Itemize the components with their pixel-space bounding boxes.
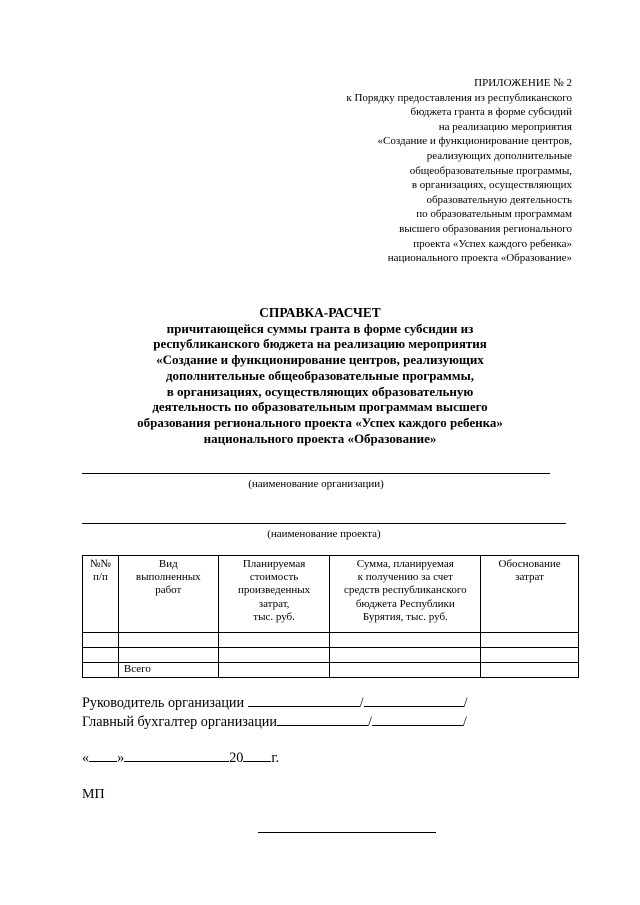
total-label: Всего — [118, 663, 218, 678]
appendix-line: к Порядку предоставления из республиканского — [346, 91, 572, 104]
appendix-line: образовательную деятельность — [426, 193, 572, 206]
title-line: деятельность по образовательным программам высшего — [152, 399, 488, 415]
header-text: Вид выполненных работ — [135, 558, 201, 597]
appendix-line: на реализацию мероприятия — [438, 120, 572, 133]
table-cell[interactable] — [118, 633, 218, 648]
date-suffix: г. — [271, 750, 280, 766]
date-day-field[interactable] — [89, 749, 117, 762]
date-line — [82, 749, 279, 767]
header-text: №№ п/п — [89, 558, 111, 584]
table-cell[interactable] — [330, 633, 481, 648]
appendix-line: высшего образования регионального — [399, 222, 572, 235]
date-close-quote: » — [117, 750, 125, 766]
accountant-signature-field[interactable] — [277, 713, 368, 726]
table-cell[interactable] — [330, 648, 481, 663]
title-line: республиканского бюджета на реализацию мероприятия — [153, 336, 487, 352]
table-row — [83, 648, 579, 663]
head-name-field[interactable] — [364, 694, 464, 707]
col-header-budget-amount — [330, 556, 481, 633]
stamp-placeholder: МП — [82, 787, 105, 802]
header-text: Обоснование затрат — [498, 558, 561, 584]
table-cell[interactable] — [218, 633, 330, 648]
separator-slash: / — [359, 695, 364, 711]
col-header-justification — [481, 556, 579, 633]
appendix-line: «Создание и функционирование центров, — [377, 135, 572, 148]
table-cell[interactable] — [83, 633, 119, 648]
accountant-name-field[interactable] — [372, 713, 463, 726]
document-title — [60, 305, 580, 446]
accountant-label: Главный бухгалтер организации — [82, 714, 277, 730]
total-budget-amount-cell[interactable] — [330, 663, 481, 678]
separator-slash: / — [463, 695, 468, 711]
col-header-number — [83, 556, 119, 633]
appendix-line: в организациях, осуществляющих — [411, 179, 572, 192]
table-cell — [83, 663, 119, 678]
date-month-field[interactable] — [124, 749, 229, 762]
org-name-line[interactable] — [82, 473, 550, 474]
total-planned-cost-cell[interactable] — [218, 663, 330, 678]
date-year-field[interactable] — [243, 749, 271, 762]
org-name-caption: (наименование организации) — [248, 478, 384, 490]
header-text: Сумма, планируемая к получению за счет средств республиканского бюджета Республики Бурятия, тыс. руб. — [343, 558, 467, 623]
appendix-line: проекта «Успех каждого ребенка» — [413, 237, 572, 250]
date-century: 20 — [229, 750, 244, 766]
appendix-line: национального проекта «Образование» — [387, 252, 572, 265]
title-line: «Создание и функционирование центров, реализующих — [156, 352, 484, 368]
table-total-row — [83, 663, 579, 678]
bottom-signature-line[interactable] — [258, 832, 436, 833]
title-line: причитающейся суммы гранта в форме субсидии из — [166, 320, 474, 336]
table-row — [83, 633, 579, 648]
table-cell[interactable] — [118, 648, 218, 663]
table-cell[interactable] — [218, 648, 330, 663]
title-line: дополнительные общеобразовательные программы, — [165, 367, 475, 383]
title-line: национального проекта «Образование» — [203, 430, 437, 446]
table-cell[interactable] — [83, 648, 119, 663]
appendix-line: бюджета гранта в форме субсидий — [410, 106, 572, 119]
appendix-note — [346, 76, 572, 266]
title-subtitle — [60, 321, 580, 447]
appendix-line: общеобразовательные программы, — [409, 164, 572, 177]
separator-slash: / — [367, 714, 372, 730]
calculation-table — [82, 555, 579, 678]
table-header-row — [83, 556, 579, 633]
separator-slash: / — [462, 714, 467, 730]
head-label: Руководитель организации — [82, 695, 245, 711]
col-header-planned-cost — [218, 556, 330, 633]
title-main: СПРАВКА-РАСЧЕТ — [259, 305, 381, 320]
head-signature-field[interactable] — [248, 694, 360, 707]
header-text: Планируемая стоимость произведенных затрат, тыс. руб. — [238, 558, 311, 623]
head-signature-line — [82, 694, 468, 712]
appendix-line: по образовательным программам — [416, 208, 572, 221]
date-open-quote: « — [82, 750, 90, 766]
title-line: в организациях, осуществляющих образовательную — [166, 383, 474, 399]
title-line: образования регионального проекта «Успех каждого ребенка» — [137, 414, 503, 430]
appendix-line: реализующих дополнительные — [426, 149, 572, 162]
table-cell[interactable] — [481, 648, 579, 663]
total-justification-cell[interactable] — [481, 663, 579, 678]
project-name-line[interactable] — [82, 523, 566, 524]
appendix-line: ПРИЛОЖЕНИЕ № 2 — [474, 77, 572, 89]
table-cell[interactable] — [481, 633, 579, 648]
accountant-signature-line — [82, 713, 467, 731]
col-header-work-type — [118, 556, 218, 633]
project-name-caption: (наименование проекта) — [267, 528, 381, 540]
